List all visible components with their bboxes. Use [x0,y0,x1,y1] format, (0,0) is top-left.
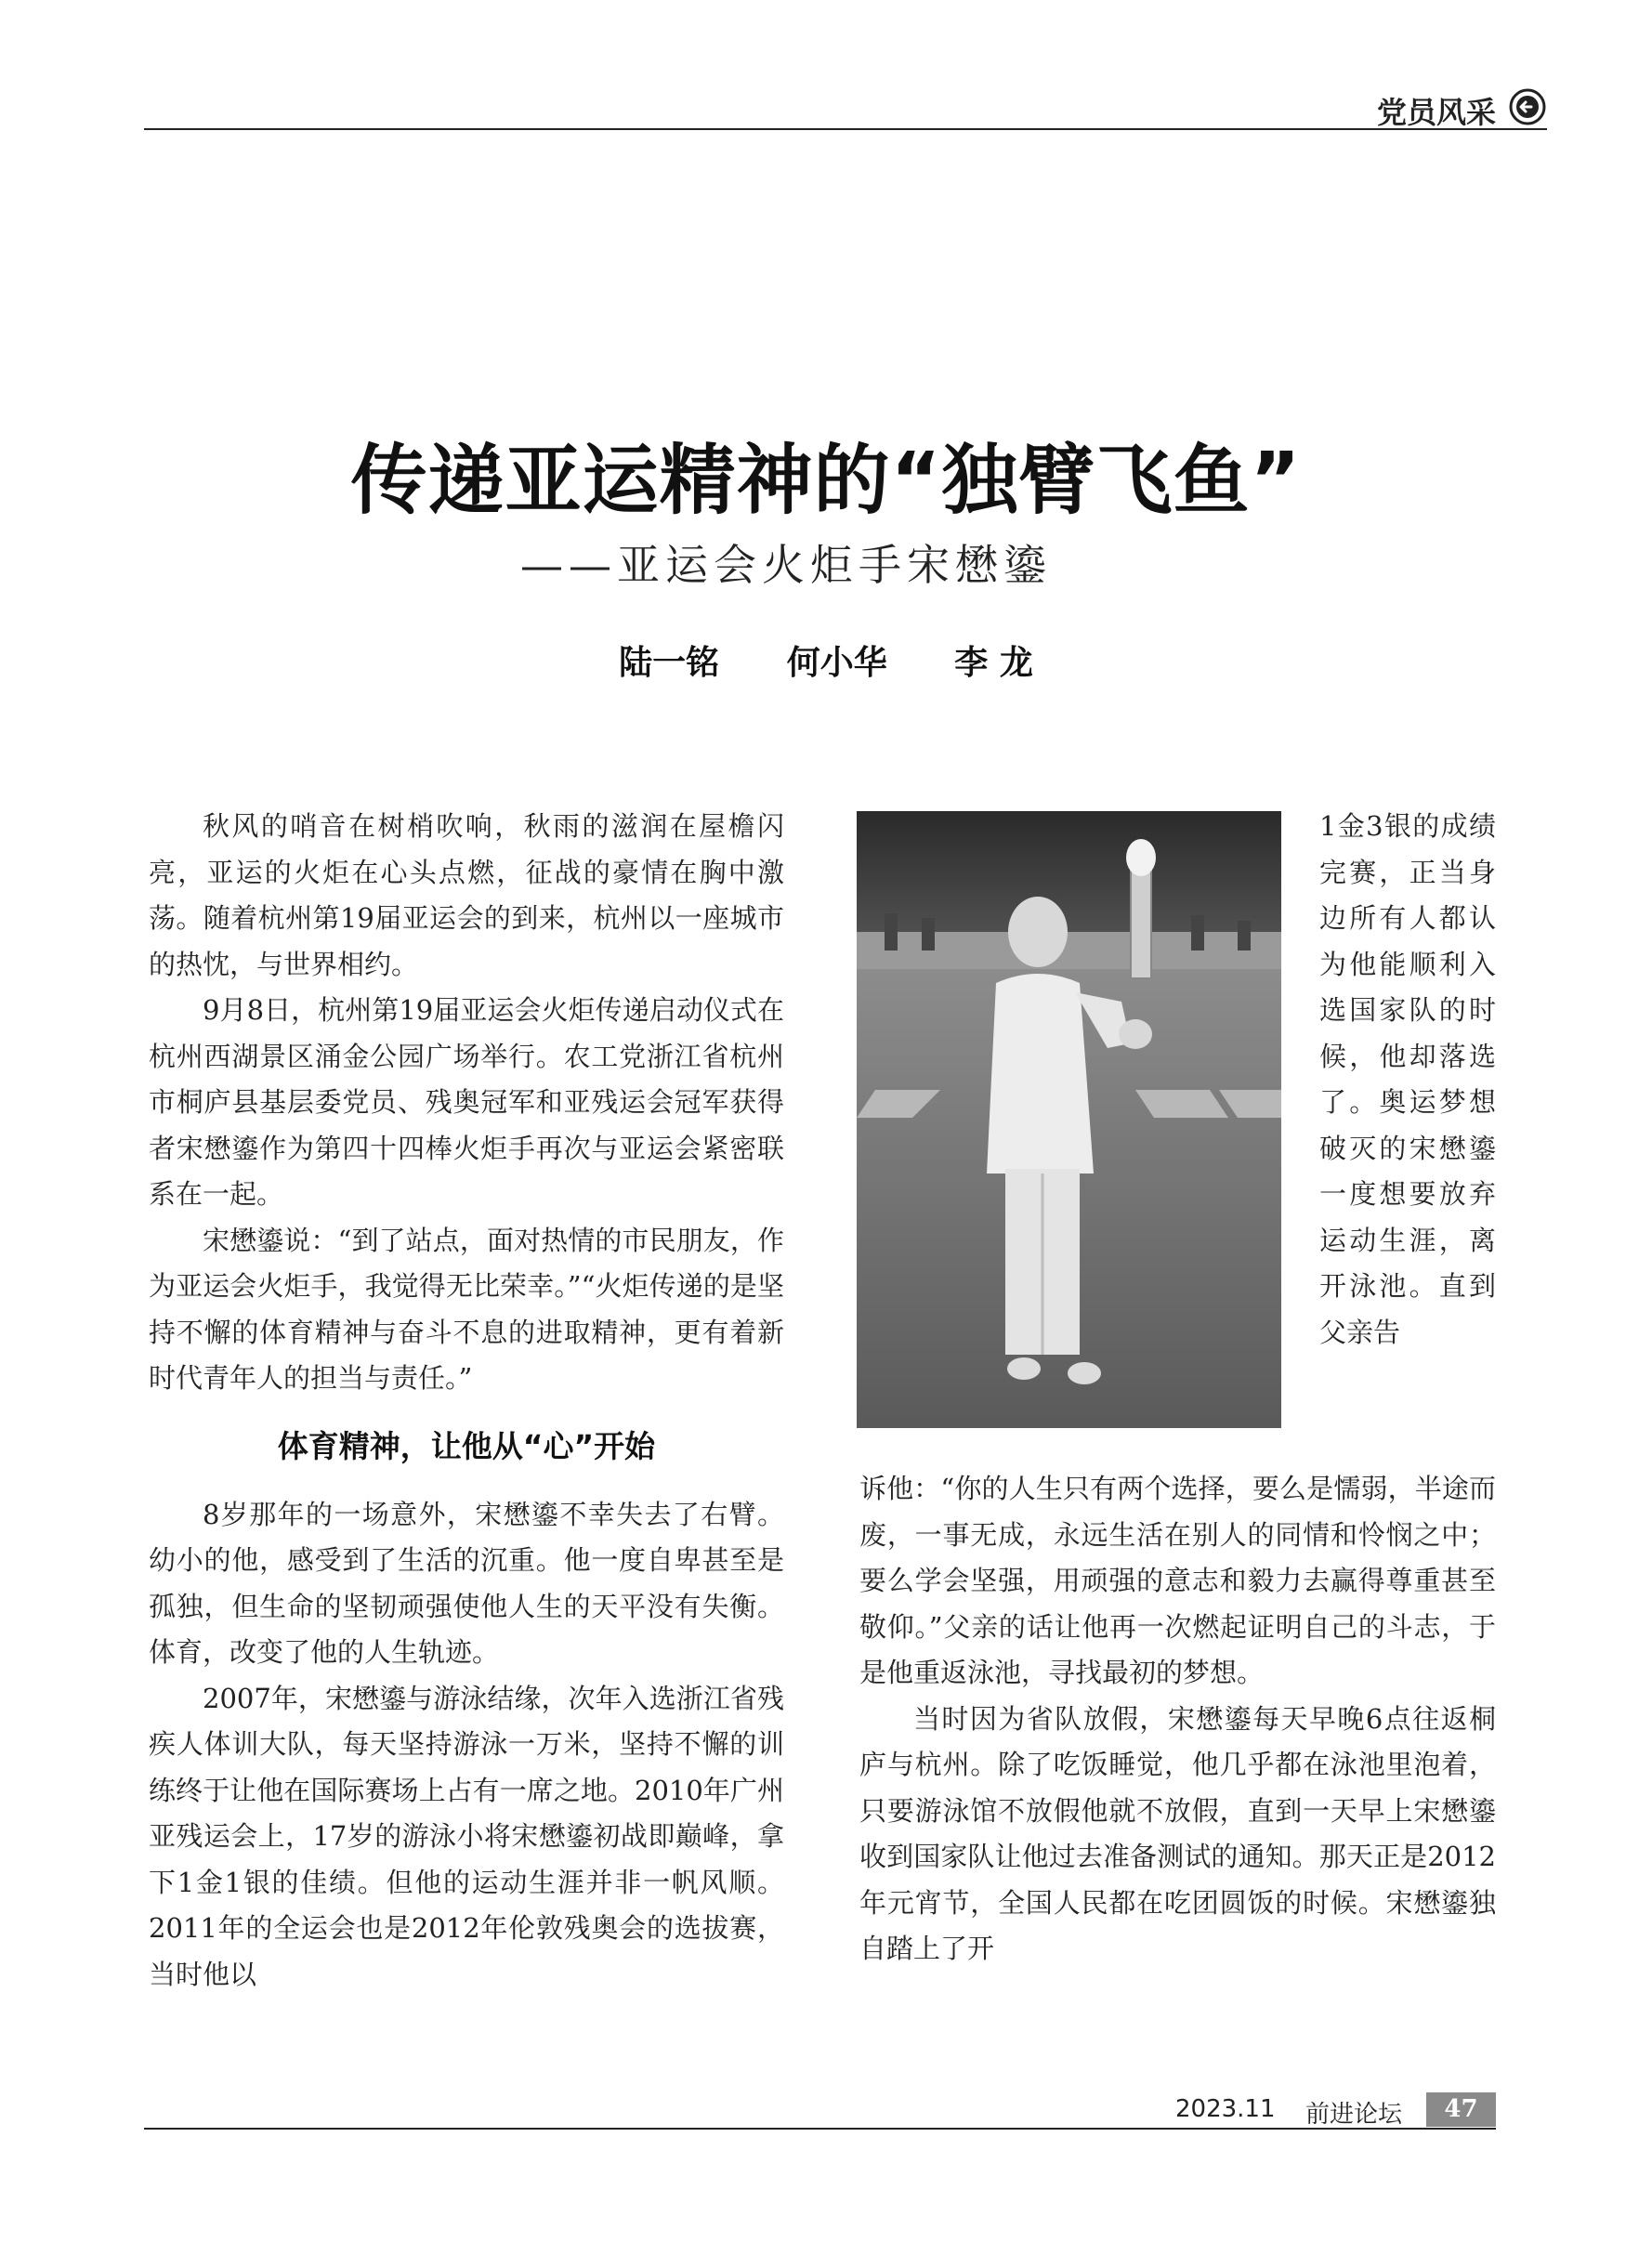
author-name: 陆一铭 [619,644,720,682]
body-paragraph: 1金3银的成绩完赛，正当身边所有人都认为他能顺利入选国家队的时候，他却落选了。奥运梦想破灭的宋懋鎏一度想要放弃运动生涯，离开泳池。直到父亲告 [1319,810,1496,1348]
torchbearer-photo [857,811,1281,1428]
issue-date: 2023.11 [1175,2095,1276,2123]
section-label: 党员风采 [1376,95,1496,130]
body-paragraph: 9月8日，杭州第19届亚运会火炬传递启动仪式在杭州西湖景区涌金公园广场举行。农工党浙江省杭州市桐庐县基层委党员、残奥冠军和亚残运会冠军获得者宋懋鎏作为第四十四棒火炬手再次与亚运会紧密联系在一起。 [149,994,784,1210]
article-subtitle: ——亚运会火炬手宋懋鎏 [520,540,1052,590]
body-paragraph: 2007年，宋懋鎏与游泳结缘，次年入选浙江省残疾人体训大队，每天坚持游泳一万米，坚持不懈的训练终于让他在国际赛场上占有一席之地。2010年广州亚残运会上，17岁的游泳小将宋懋鎏初战即巅峰，拿下1金1银的佳绩。但他的运动生涯并非一帆风顺。2011年的全运会也是2012年伦敦残奥会的选拔赛，当时他以 [149,1682,784,1990]
header-divider [144,128,1547,130]
right-column-wide [859,1466,1496,1973]
body-paragraph: 宋懋鎏说：“到了站点，面对热情的市民朋友，作为亚运会火炬手，我觉得无比荣幸。”“火炬传递的是坚持不懈的体育精神与奋斗不息的进取精神，更有着新时代青年人的担当与责任。” [149,1224,784,1394]
left-column [149,804,784,1998]
back-arrow-icon[interactable] [1508,87,1547,126]
footer-divider [144,2128,1496,2130]
body-paragraph: 当时因为省队放假，宋懋鎏每天早晚6点往返桐庐与杭州。除了吃饭睡觉，他几乎都在泳池里泡着，只要游泳馆不放假他就不放假，直到一天早上宋懋鎏收到国家队让他过去准备测试的通知。那天正是2012年元宵节，全国人民都在吃团圆饭的时候。宋懋鎏独自踏上了开 [859,1702,1496,1964]
right-column-narrow [1319,804,1496,1356]
section-subheading: 体育精神，让他从“心”开始 [277,1427,656,1464]
body-paragraph: 8岁那年的一场意外，宋懋鎏不幸失去了右臂。幼小的他，感受到了生活的沉重。他一度自卑甚至是孤独，但生命的坚韧顽强使他人生的天平没有失衡。体育，改变了他的人生轨迹。 [149,1498,784,1668]
body-paragraph: 秋风的哨音在树梢吹响，秋雨的滋润在屋檐闪亮，亚运的火炬在心头点燃，征战的豪情在胸中激荡。随着杭州第19届亚运会的到来，杭州以一座城市的热忱，与世界相约。 [149,810,784,980]
body-paragraph: 诉他：“你的人生只有两个选择，要么是懦弱，半途而废，一事无成，永远生活在别人的同情和怜悯之中；要么学会坚强，用顽强的意志和毅力去赢得尊重甚至敬仰。”父亲的话让他再一次燃起证明自己的斗志，于是他重返泳池，寻找最初的梦想。 [859,1473,1496,1688]
author-name: 李 龙 [954,644,1033,682]
article-title: 传递亚运精神的“独臂飞鱼” [350,437,1302,525]
author-name: 何小华 [786,644,887,682]
magazine-name: 前进论坛 [1305,2101,1403,2129]
article-authors [0,636,1652,684]
page-number: 47 [1426,2092,1496,2127]
